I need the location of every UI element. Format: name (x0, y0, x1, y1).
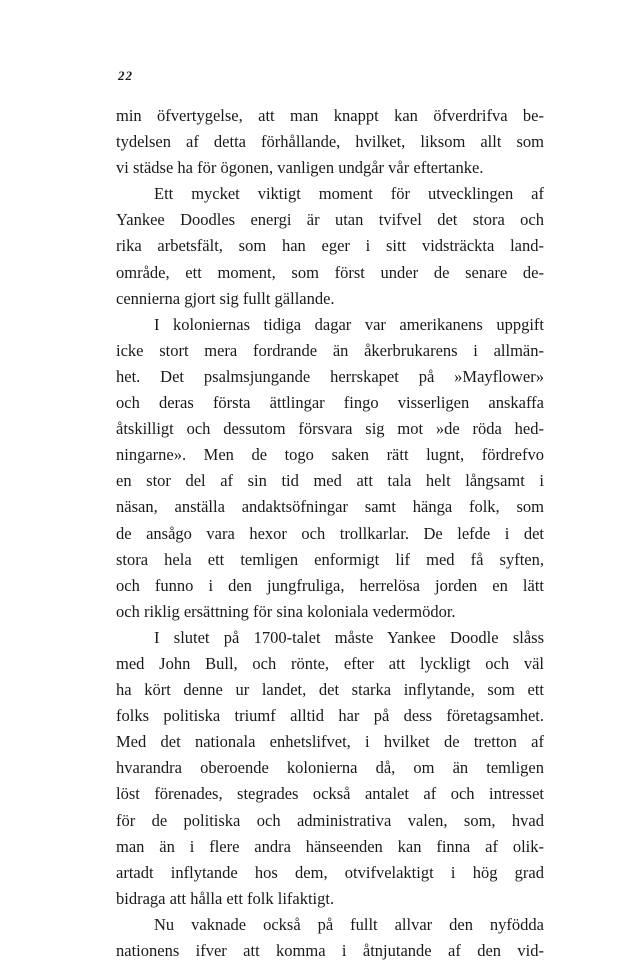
text-line: rika arbetsfält, som han eger i sitt vidsträckta land- (116, 236, 544, 256)
body-text (116, 103, 544, 964)
text-line: I koloniernas tidiga dagar var amerikanens uppgift (154, 314, 544, 334)
text-line: åtskilligt och dessutom försvara sig mot »de röda hed- (116, 419, 544, 439)
text-line: näsan, anställa andaktsöfningar samt hänga folk, som (116, 497, 544, 517)
text-line: nationens ifver att komma i åtnjutande af den vid- (116, 941, 544, 960)
text-line: cennierna gjort sig fullt gällande. (116, 288, 335, 308)
text-line: Yankee Doodles energi är utan tvifvel det stora och (116, 210, 544, 230)
text-line: Med det nationala enhetslifvet, i hvilket de tretton af (116, 732, 544, 752)
text-line: och riklig ersättning för sina koloniala vedermödor. (116, 601, 456, 621)
text-line: ha kört denne ur landet, det starka inflytande, som ett (116, 680, 544, 700)
text-line: folks politiska triumf alltid har på dess företagsamhet. (116, 706, 544, 726)
text-line: med John Bull, och rönte, efter att lyckligt och väl (116, 653, 544, 673)
text-line: ningarne». Men de togo saken rätt lugnt, fördrefvo (116, 445, 544, 465)
text-line: bidraga att hålla ett folk lifaktigt. (116, 888, 335, 908)
text-line: och funno i den jungfruliga, herrelösa jorden en lätt (116, 575, 544, 595)
text-line: artadt inflytande hos dem, otvifvelaktigt i hög grad (116, 862, 544, 882)
text-line: och deras första ättlingar fingo visserligen anskaffa (116, 393, 544, 413)
text-line: Nu vaknade också på fullt allvar den nyfödda (154, 914, 544, 934)
text-line: tydelsen af detta förhållande, hvilket, liksom allt som (116, 132, 544, 152)
text-line: min öfvertygelse, att man knappt kan öfverdrifva be- (116, 106, 544, 125)
text-line: vi städse ha för ögonen, vanligen undgår vår eftertanke. (116, 158, 484, 178)
text-line: man än i flere andra hänseenden kan finna af olik- (116, 836, 544, 856)
text-line: icke stort mera fordrande än åkerbrukarens i allmän- (116, 340, 544, 360)
text-line: hvarandra oberoende kolonierna då, om än temligen (116, 758, 544, 778)
text-line: het. Det psalmsjungande herrskapet på »Mayflower» (116, 366, 544, 386)
text-line: de ansågo vara hexor och trollkarlar. De lefde i det (116, 523, 544, 543)
text-line: I slutet på 1700-talet måste Yankee Doodle slåss (154, 627, 544, 647)
text-line: stora hela ett temligen enformigt lif med få syften, (116, 549, 544, 569)
text-line: Ett mycket viktigt moment för utvecklingen af (154, 184, 544, 204)
text-line: en stor del af sin tid med att tala helt långsamt i (116, 471, 544, 491)
page-number: 22 (118, 68, 133, 83)
text-line: område, ett moment, som först under de senare de- (116, 262, 544, 282)
text-line: för de politiska och administrativa valen, som, hvad (116, 810, 544, 830)
text-line: löst förenades, stegrades också antalet af och intresset (116, 784, 544, 804)
